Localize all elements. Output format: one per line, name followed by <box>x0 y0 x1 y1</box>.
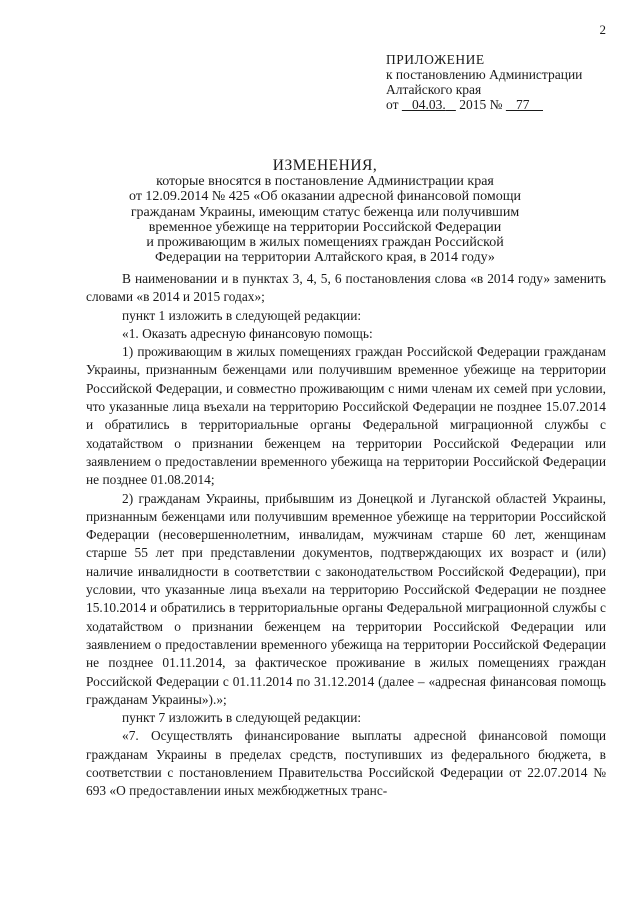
document-heading: ИЗМЕНЕНИЯ, <box>272 157 378 174</box>
appendix-date-line <box>386 97 616 112</box>
appendix-title: ПРИЛОЖЕНИЕ <box>386 52 485 67</box>
body-paragraph: 1) проживающим в жилых помещениях граждан Российской Федерации гражданам Украины, признанным беженцами или получившим временное убежище на территории Российской Федерации, и совместно проживающим с ними членам их семей при условии, что указанные лица въехали на территорию Российской Федерации не позднее 15.07.2014 и обратились в территориальные органы Федеральной миграционной службы с ходатайством о признании беженцем на территории Российской Федерации или заявлением о предоставлении временного убежища на территории Российской Федерации не позднее 01.08.2014; <box>86 344 606 488</box>
date-value: 04.03. <box>411 97 446 112</box>
page-number: 2 <box>599 22 606 37</box>
title-line: которые вносятся в постановление Администрации края <box>156 174 494 190</box>
title-line: от 12.09.2014 № 425 «Об оказании адресной финансовой помощи <box>129 189 521 205</box>
body-paragraph: В наименовании и в пунктах 3, 4, 5, 6 постановления слова «в 2014 году» заменить словами «в 2014 и 2015 годах»; <box>86 271 606 305</box>
appendix-header <box>386 52 616 112</box>
body-paragraph: пункт 1 изложить в следующей редакции: <box>122 307 362 323</box>
document-body <box>86 270 606 801</box>
body-paragraph: пункт 7 изложить в следующей редакции: <box>122 710 362 726</box>
document-title-block <box>80 158 570 265</box>
date-prefix: от <box>386 97 399 112</box>
title-line: гражданам Украины, имеющим статус беженца или получившим <box>130 204 520 220</box>
title-line: временное убежище на территории Российской Федерации <box>148 219 502 235</box>
body-paragraph: «7. Осуществлять финансирование выплаты адресной финансовой помощи гражданам Украины в пределах средств, поступивших из федерального бюджета, в соответствии с постановлением Правительства Российской Федерации от 22.07.2014 № 693 «О предоставлении иных межбюджетных транс- <box>86 728 606 799</box>
title-line: и проживающим в жилых помещениях граждан Российской <box>146 235 504 251</box>
title-line: Федерации на территории Алтайского края, в 2014 году» <box>155 250 495 266</box>
year-text: 2015 № <box>459 97 503 112</box>
body-paragraph: 2) гражданам Украины, прибывшим из Донецкой и Луганской областей Украины, признанным беженцами или получившим временное убежище на территории Российской Федерации (несовершеннолетним, инвалидам, мужчинам старше 60 лет, женщинам старше 55 лет при представлении документов, подтверждающих их возраст и (или) наличие инвалидности в соответствии с законодательством Российской Федерации), при условии, что указанные лица въехали на территорию Российской Федерации не позднее 15.10.2014 и обратились в территориальные органы Федеральной миграционной службы с ходатайством о признании беженцем на территории Российской Федерации или заявлением о предоставлении временного убежища на территории Российской Федерации не позднее 01.11.2014, за фактическое проживание в жилых помещениях граждан Российской Федерации с 01.11.2014 по 31.12.2014 (далее – «адресная финансовая помощь гражданам Украины»).»; <box>86 490 606 707</box>
document-number: 77 <box>516 97 530 112</box>
appendix-line-region: Алтайского края <box>386 82 482 97</box>
appendix-line-resolution: к постановлению Администрации <box>386 67 583 82</box>
body-paragraph: «1. Оказать адресную финансовую помощь: <box>122 325 373 341</box>
